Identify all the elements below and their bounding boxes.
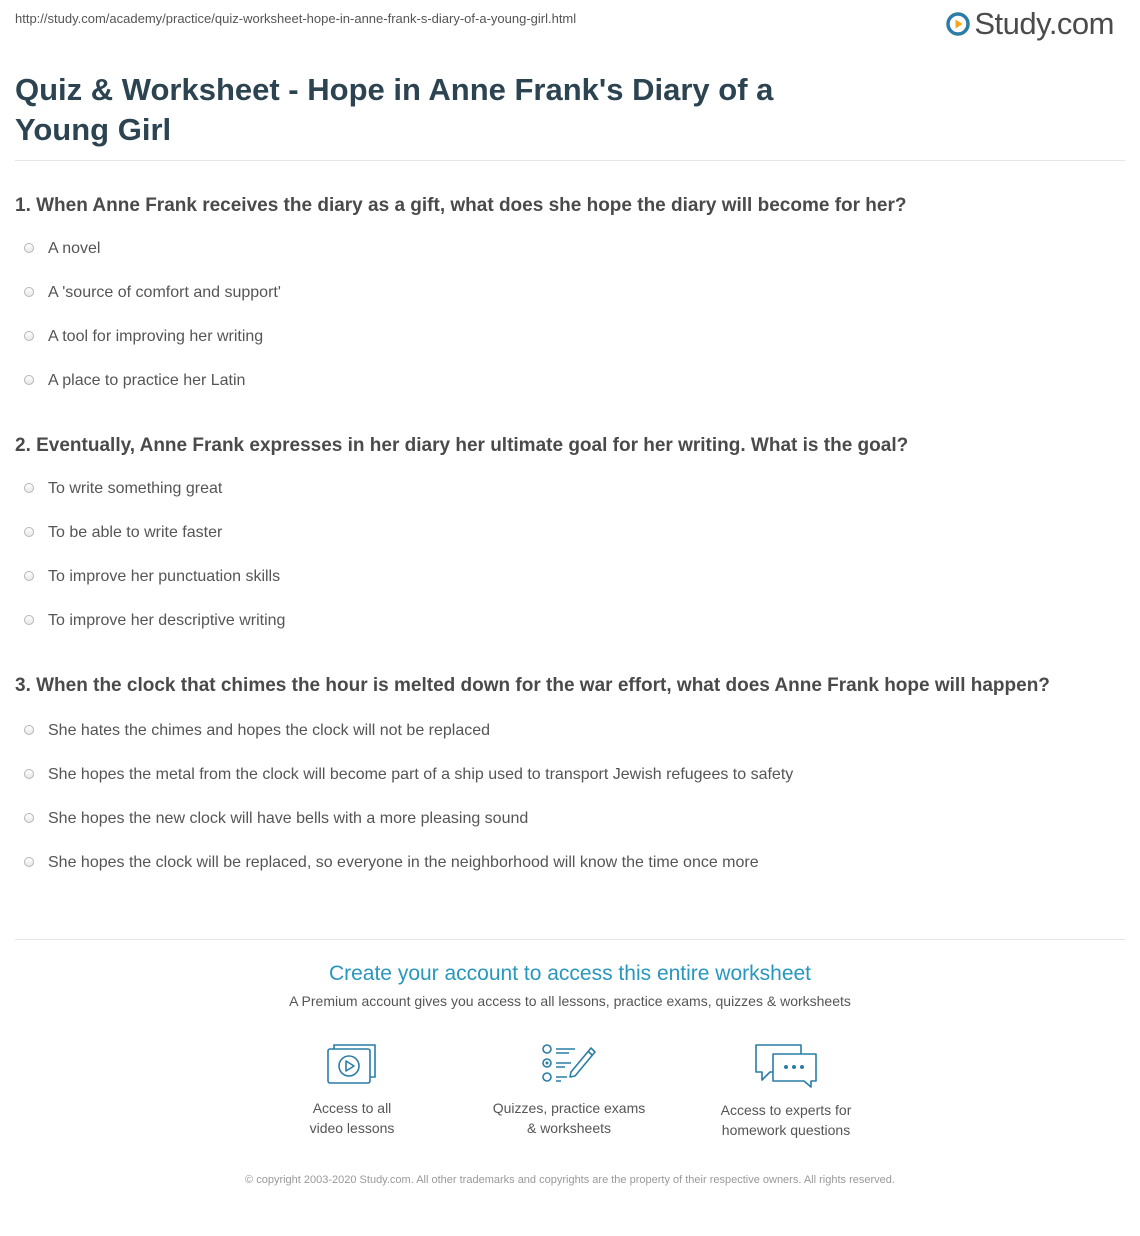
choice-list: [15, 227, 1115, 403]
answer-choice[interactable]: [15, 467, 1115, 511]
top-bar: [0, 0, 1140, 50]
chat-experts-icon: [753, 1042, 819, 1088]
radio-button[interactable]: [24, 243, 34, 253]
radio-button[interactable]: [24, 331, 34, 341]
answer-choice[interactable]: [15, 797, 1115, 841]
choice-label: She hopes the new clock will have bells with a more pleasing sound: [48, 810, 529, 827]
answer-choice[interactable]: [15, 315, 1115, 359]
radio-button[interactable]: [24, 615, 34, 625]
question-2: [15, 433, 1115, 643]
question-text: 1. When Anne Frank receives the diary as a gift, what does she hope the diary will become for her?: [15, 195, 907, 216]
copyright-text: © copyright 2003-2020 Study.com. All other trademarks and copyrights are the property of their respective owners. All rights reserved.: [245, 1174, 895, 1186]
radio-button[interactable]: [24, 571, 34, 581]
radio-button[interactable]: [24, 857, 34, 867]
answer-choice[interactable]: [15, 359, 1115, 403]
radio-button[interactable]: [24, 287, 34, 297]
answer-choice[interactable]: [15, 753, 1115, 797]
answer-choice[interactable]: [15, 555, 1115, 599]
answer-choice[interactable]: [15, 841, 1115, 885]
choice-label: To write something great: [48, 480, 223, 497]
quizzes-checklist-icon: [541, 1042, 597, 1086]
question-text: 2. Eventually, Anne Frank expresses in her diary her ultimate goal for her writing. What is the goal?: [15, 435, 909, 456]
choice-label: A place to practice her Latin: [48, 372, 246, 389]
answer-choice[interactable]: [15, 511, 1115, 555]
choice-label: To improve her punctuation skills: [48, 568, 281, 585]
choice-label: She hates the chimes and hopes the clock will not be replaced: [48, 722, 491, 739]
page-url: http://study.com/academy/practice/quiz-worksheet-hope-in-anne-frank-s-diary-of-a-young-girl.html: [15, 11, 577, 26]
radio-button[interactable]: [24, 483, 34, 493]
choice-label: She hopes the clock will be replaced, so everyone in the neighborhood will know the time once more: [48, 854, 759, 871]
create-account-link[interactable]: Create your account to access this entire worksheet: [328, 962, 812, 985]
feature-quizzes: [469, 1042, 669, 1138]
radio-button[interactable]: [24, 813, 34, 823]
answer-choice[interactable]: [15, 271, 1115, 315]
radio-button[interactable]: [24, 725, 34, 735]
page-title: Quiz & Worksheet - Hope in Anne Frank's Diary of a Young Girl: [15, 72, 774, 147]
cta-subtitle: A Premium account gives you access to all lessons, practice exams, quizzes & worksheets: [289, 993, 851, 1009]
choice-list: [15, 467, 1115, 643]
question-1: [15, 193, 1115, 403]
choice-list: [15, 709, 1115, 885]
answer-choice[interactable]: [15, 709, 1115, 753]
logo-text: Study.com: [974, 6, 1114, 41]
question-3: [15, 673, 1115, 885]
answer-choice[interactable]: [15, 599, 1115, 643]
study-logo[interactable]: [946, 6, 1114, 42]
play-logo-icon: [946, 12, 970, 36]
choice-label: A novel: [48, 240, 101, 257]
title-divider: [15, 160, 1125, 161]
radio-button[interactable]: [24, 375, 34, 385]
choice-label: She hopes the metal from the clock will become part of a ship used to transport Jewish refugees to safety: [48, 766, 794, 783]
feature-label: Access to experts for homework questions: [720, 1102, 852, 1138]
cta-divider: [15, 939, 1125, 940]
choice-label: To improve her descriptive writing: [48, 612, 286, 629]
answer-choice[interactable]: [15, 227, 1115, 271]
feature-label: Access to all video lessons: [309, 1100, 395, 1136]
choice-label: A 'source of comfort and support': [48, 284, 281, 301]
feature-experts: [686, 1042, 886, 1140]
feature-video-lessons: [252, 1042, 452, 1138]
radio-button[interactable]: [24, 527, 34, 537]
video-lessons-icon: [326, 1042, 378, 1086]
feature-label: Quizzes, practice exams & worksheets: [492, 1100, 646, 1136]
radio-button[interactable]: [24, 769, 34, 779]
choice-label: A tool for improving her writing: [48, 328, 264, 345]
choice-label: To be able to write faster: [48, 524, 223, 541]
question-text: 3. When the clock that chimes the hour is melted down for the war effort, what does Anne Frank hope will happen?: [15, 675, 1050, 696]
